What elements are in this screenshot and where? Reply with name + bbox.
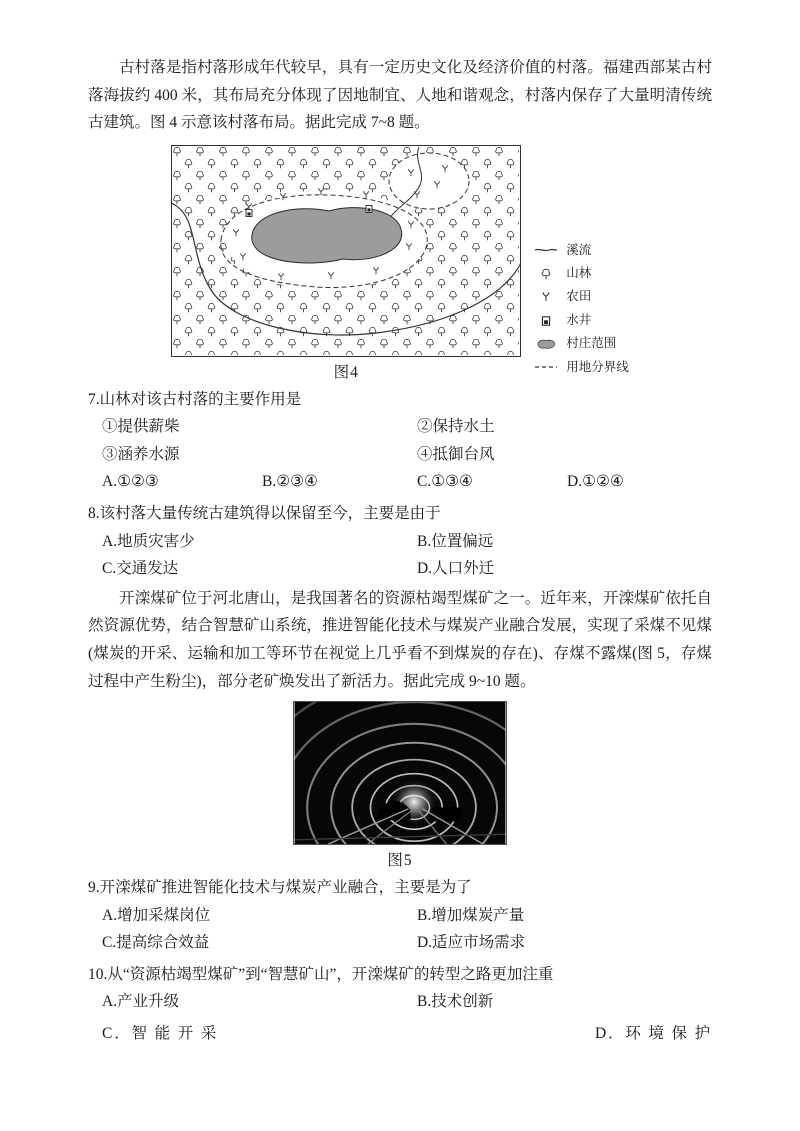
q7-choice-c: C.①③④ bbox=[417, 473, 473, 491]
q7-choice-b: B.②③④ bbox=[262, 473, 318, 491]
question-9-stem: 9.开滦煤矿推进智能化技术与煤炭产业融合，主要是为了 bbox=[88, 879, 472, 897]
q7-item-3: ③涵养水源 bbox=[102, 445, 180, 463]
question-8-stem: 8.该村落大量传统古建筑得以保留至今，主要是由于 bbox=[88, 505, 441, 523]
q10-choice-d: D．环 境 保 护 bbox=[594, 1024, 712, 1042]
mine-tunnel-photo bbox=[293, 701, 507, 845]
farmland-icon bbox=[531, 291, 561, 303]
legend-label: 农田 bbox=[566, 289, 592, 304]
question-10-choices-row-2 bbox=[88, 1020, 712, 1048]
question-10-choices-row-1 bbox=[88, 988, 712, 1016]
question-7-items-row-1 bbox=[88, 413, 712, 441]
figure-5-caption: 图5 bbox=[387, 852, 413, 870]
question-9-choices-row-1 bbox=[88, 902, 712, 930]
q10-choice-a: A.产业升级 bbox=[102, 993, 180, 1011]
question-8 bbox=[88, 500, 712, 583]
q10-choice-b: B.技术创新 bbox=[417, 993, 494, 1011]
village-area-shape bbox=[252, 207, 402, 262]
passage-1: 古村落是指村落形成年代较早，具有一定历史文化及经济价值的村落。福建西部某古村落海拔约 400 米，其布局充分体现了因地制宜、人地和谐观念，村落内保存了大量明清传统古建筑。图 4 示意该村落布局。据此完成 7~8 题。 bbox=[88, 59, 712, 132]
legend-item-boundary bbox=[531, 358, 629, 377]
question-8-choices-row-2 bbox=[88, 555, 712, 583]
legend-label: 村庄范围 bbox=[566, 336, 617, 351]
well-icon bbox=[366, 205, 372, 212]
q7-choice-d: D.①②④ bbox=[567, 473, 624, 491]
stream-icon bbox=[531, 245, 561, 255]
map-legend bbox=[531, 241, 629, 381]
figure-5 bbox=[88, 701, 712, 870]
q7-choice-a: A.①②③ bbox=[102, 473, 159, 491]
figure-4-caption: 图4 bbox=[333, 363, 359, 381]
legend-label: 溪流 bbox=[566, 242, 592, 257]
village-map bbox=[171, 145, 521, 357]
q8-choice-a: A.地质灾害少 bbox=[102, 532, 195, 550]
passage-2: 开滦煤矿位于河北唐山，是我国著名的资源枯竭型煤矿之一。近年来，开滦煤矿依托自然资源优势，结合智慧矿山系统，推进智能化技术与煤炭产业融合发展，实现了采煤不见煤(煤炭的开采、运输和加工等环节在视觉上几乎看不到煤炭的存在)、存煤不露煤(图 5，存煤过程中产生粉尘)，部分老矿焕发出了新活力。据此完成 9~10 题。 bbox=[88, 589, 712, 690]
question-7-stem: 7.山林对该古村落的主要作用是 bbox=[88, 390, 302, 408]
legend-item-well bbox=[531, 311, 629, 330]
figure-4-map-column bbox=[171, 145, 521, 382]
q7-item-2: ②保持水土 bbox=[417, 418, 495, 436]
legend-label: 用地分界线 bbox=[566, 359, 629, 374]
question-9-choices-row-2 bbox=[88, 929, 712, 957]
legend-label: 水井 bbox=[566, 312, 592, 327]
q8-choice-b: B.位置偏远 bbox=[417, 532, 494, 550]
q9-choice-c: C.提高综合效益 bbox=[102, 934, 210, 952]
land-boundary-loop bbox=[389, 153, 469, 209]
q9-choice-b: B.增加煤炭产量 bbox=[417, 906, 525, 924]
forest-icon bbox=[531, 267, 561, 281]
question-10-stem: 10.从“资源枯竭型煤矿”到“智慧矿山”，开滦煤矿的转型之路更加注重 bbox=[88, 965, 554, 983]
legend-item-stream bbox=[531, 241, 629, 260]
q7-item-4: ④抵御台风 bbox=[417, 445, 495, 463]
figure-4 bbox=[88, 145, 712, 382]
question-7-choices bbox=[88, 468, 712, 496]
well-icon bbox=[531, 315, 561, 327]
boundary-line-icon bbox=[531, 362, 561, 372]
q8-choice-d: D.人口外迁 bbox=[417, 560, 495, 578]
q9-choice-d: D.适应市场需求 bbox=[417, 934, 526, 952]
village-area-icon bbox=[531, 338, 561, 350]
question-7-items-row-2 bbox=[88, 441, 712, 469]
q10-choice-c: C．智 能 开 采 bbox=[102, 1024, 219, 1042]
well-icon bbox=[246, 209, 252, 216]
legend-item-farmland bbox=[531, 287, 629, 306]
q8-choice-c: C.交通发达 bbox=[102, 560, 179, 578]
legend-label: 山林 bbox=[566, 266, 592, 281]
question-8-choices-row-1 bbox=[88, 528, 712, 556]
question-9 bbox=[88, 874, 712, 957]
question-7 bbox=[88, 386, 712, 496]
legend-item-village bbox=[531, 334, 629, 353]
q7-item-1: ①提供薪柴 bbox=[102, 418, 180, 436]
question-10 bbox=[88, 961, 712, 1048]
q9-choice-a: A.增加采煤岗位 bbox=[102, 906, 211, 924]
legend-item-forest bbox=[531, 264, 629, 283]
